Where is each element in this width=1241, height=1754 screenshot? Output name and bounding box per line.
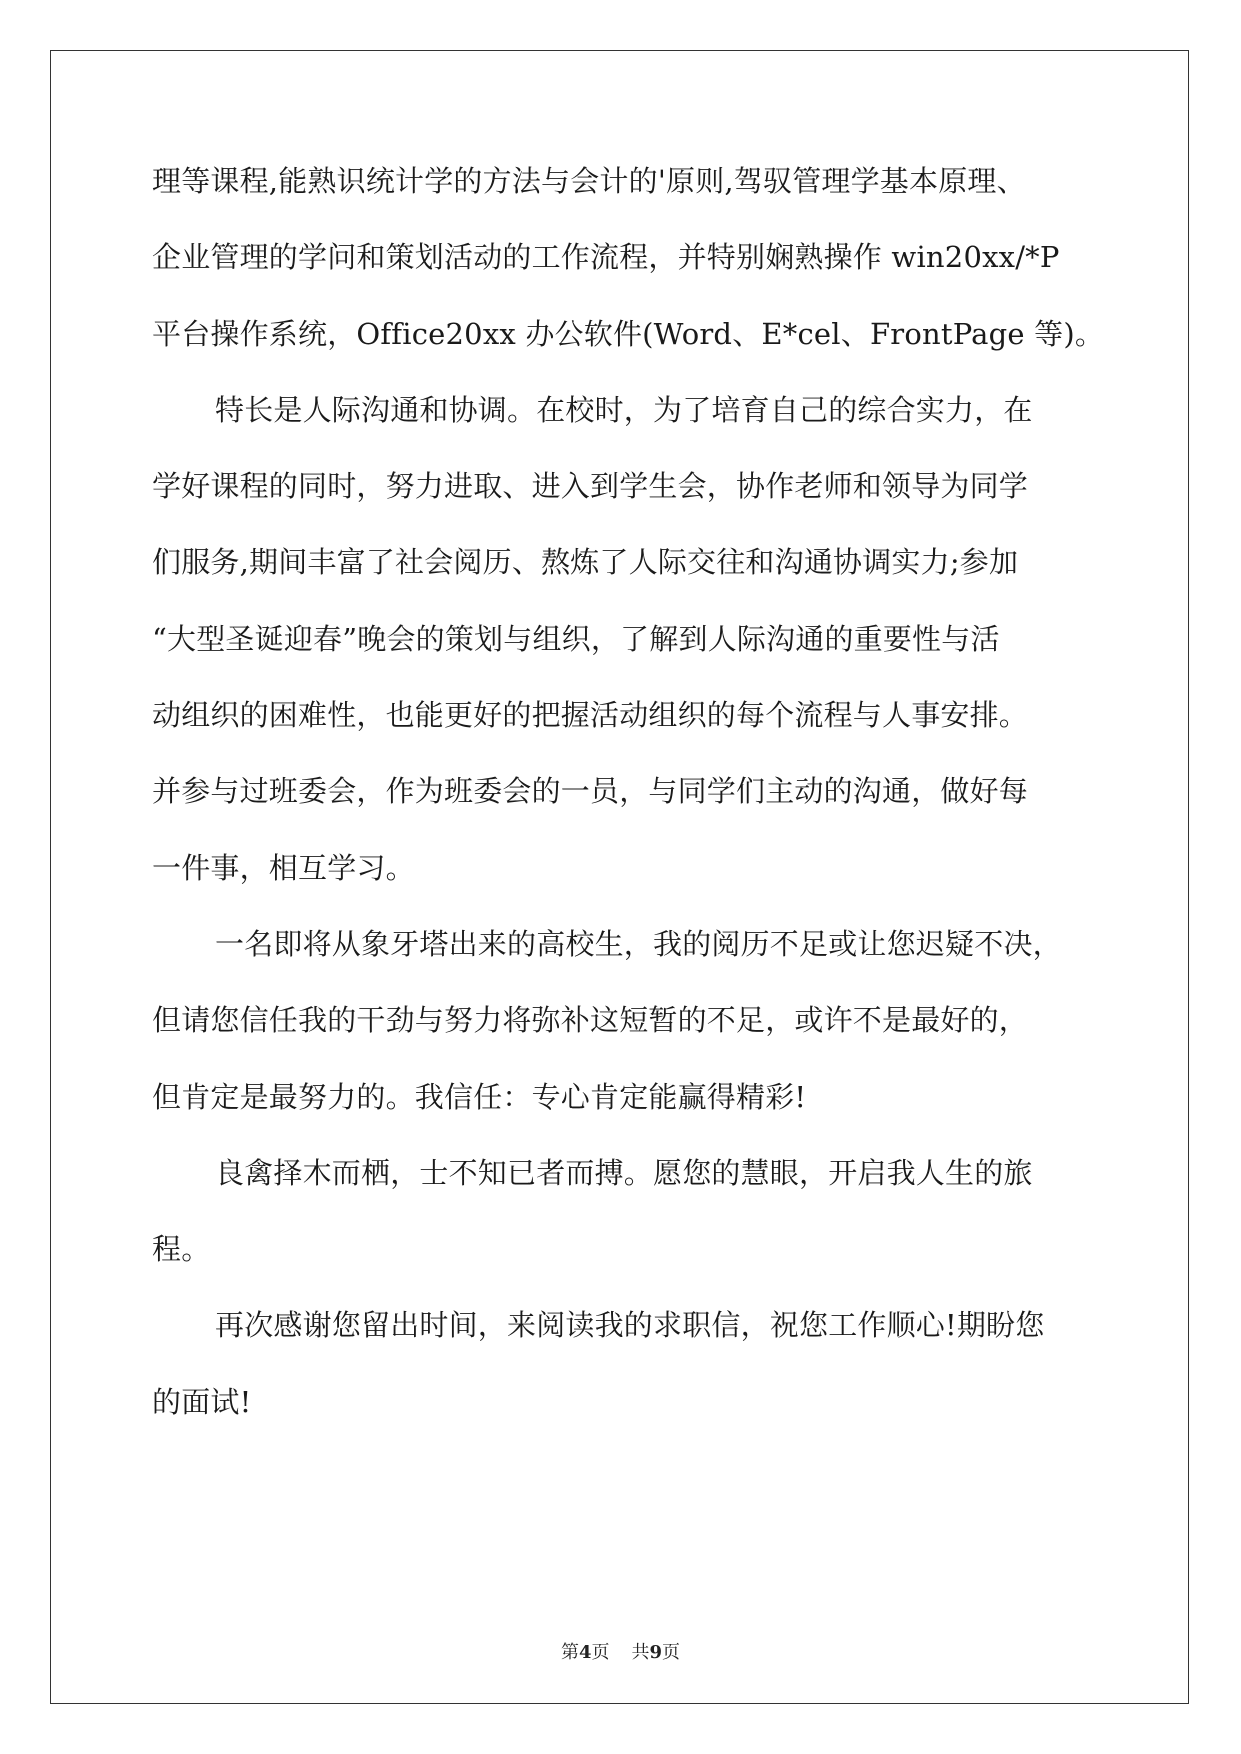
text-line: 但肯定是最努力的。我信任：专心肯定能赢得精彩! — [152, 1079, 807, 1114]
text-line: 平台操作系统，Office20xx 办公软件(Word、E*cel、FrontPage 等)。 — [152, 316, 1105, 351]
current-page-number: 4 — [578, 1642, 592, 1663]
text-line: 一件事，相互学习。 — [152, 850, 415, 885]
text-line: 但请您信任我的干劲与努力将弥补这短暂的不足，或许不是最好的， — [152, 1003, 1029, 1038]
total-prefix: 共 — [631, 1642, 650, 1663]
text-line: 理等课程,能熟识统计学的方法与会计的'原则,驾驭管理学基本原理、 — [152, 164, 1026, 198]
text-line: 的面试! — [152, 1384, 252, 1419]
paragraph-first-line: 特长是人际沟通和协调。在校时，为了培育自己的综合实力，在 — [215, 392, 1033, 427]
page-number-footer — [0, 1638, 1241, 1664]
text-line: 企业管理的学问和策划活动的工作流程，并特别娴熟操作 win20xx/*P — [152, 240, 1060, 275]
text-line: 程。 — [152, 1232, 211, 1267]
text-line: 学好课程的同时，努力进取、进入到学生会，协作老师和领导为同学 — [152, 469, 1029, 504]
page-prefix: 第 — [560, 1642, 579, 1663]
paragraph-first-line: 一名即将从象牙塔出来的高校生，我的阅历不足或让您迟疑不决， — [215, 926, 1062, 961]
text-line: 们服务,期间丰富了社会阅历、熬炼了人际交往和沟通协调实力;参加 — [152, 545, 1019, 580]
text-line: “大型圣诞迎春”晚会的策划与组织，了解到人际沟通的重要性与活 — [152, 621, 1000, 656]
document-body — [152, 160, 1105, 1457]
paragraph-first-line: 再次感谢您留出时间，来阅读我的求职信，祝您工作顺心!期盼您 — [215, 1308, 1045, 1343]
total-suffix: 页 — [662, 1642, 681, 1663]
paragraph-first-line: 良禽择木而栖，士不知已者而搏。愿您的慧眼，开启我人生的旅 — [215, 1155, 1033, 1190]
text-line: 并参与过班委会，作为班委会的一员，与同学们主动的沟通，做好每 — [152, 774, 1029, 809]
text-line: 动组织的困难性，也能更好的把握活动组织的每个流程与人事安排。 — [152, 698, 1029, 733]
total-page-number: 9 — [649, 1642, 663, 1663]
page-suffix: 页 — [591, 1642, 610, 1663]
